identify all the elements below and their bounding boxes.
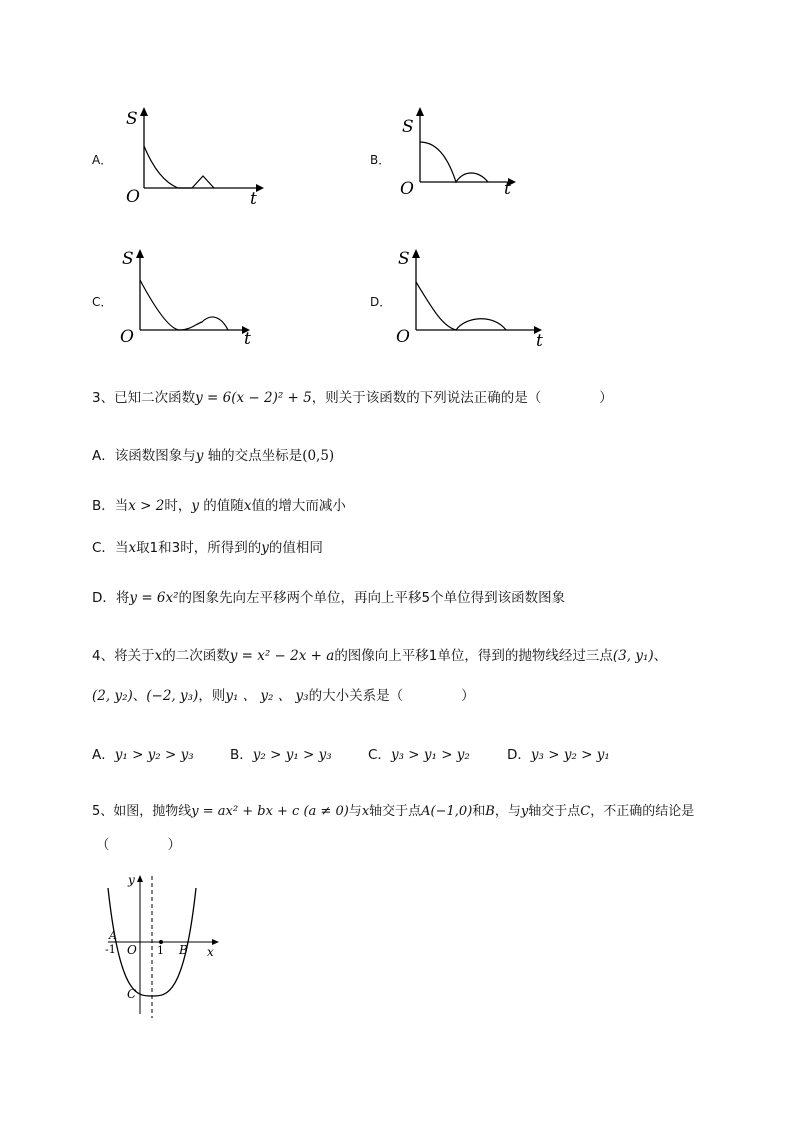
option-math: (0,5)	[302, 448, 335, 464]
question-text: 的二次函数	[162, 648, 230, 664]
graph-option-c	[118, 246, 268, 350]
question-5-point-b: B	[485, 804, 495, 819]
question-3-option-d[interactable]	[92, 589, 565, 607]
option-label: B．	[92, 498, 115, 514]
graph-b-axis-y: S	[402, 117, 414, 137]
option-label: D．	[507, 747, 531, 763]
graph-c-axis-x: t	[244, 329, 251, 349]
figure-point-b-label: B	[179, 943, 188, 957]
option-text: 当	[114, 498, 129, 514]
question-5-point-c: C	[580, 804, 591, 819]
option-math: y₁ > y₂ > y₃	[114, 747, 194, 763]
question-text: 的大小关系是（	[308, 688, 404, 704]
option-label: C．	[368, 747, 391, 763]
question-text: ）	[461, 688, 475, 704]
graph-d-origin: O	[396, 327, 410, 347]
question-5-point-a: A(−1,0)	[421, 804, 473, 819]
question-text: 轴交于点	[528, 804, 581, 819]
option-text: 当	[114, 540, 129, 556]
question-5-answer-paren	[96, 836, 181, 854]
graph-a-axis-y: S	[126, 109, 138, 129]
question-text: 的图像向上平移1单位，得到的抛物线经过三点	[334, 648, 613, 664]
option-text: 的值随	[199, 498, 244, 514]
question-4-line-2	[92, 687, 475, 705]
graph-option-d-label: D．	[370, 295, 392, 309]
option-math: y₃ > y₂ > y₁	[530, 747, 610, 763]
option-var: y	[195, 448, 204, 464]
question-3-option-a[interactable]	[92, 447, 334, 465]
question-text: ，则	[198, 688, 226, 704]
option-label: C．	[92, 540, 115, 556]
option-text: 时，	[164, 498, 192, 514]
graph-option-b	[396, 104, 536, 204]
figure-origin-label: O	[127, 943, 137, 957]
figure-one-label: 1	[157, 944, 164, 957]
question-5-stem	[92, 803, 694, 821]
option-text: 取1和3时，所得到的	[136, 540, 262, 556]
question-text: 与	[348, 804, 362, 819]
question-4-point-2: (2, y₂)	[92, 688, 133, 704]
question-text: 将关于	[114, 648, 155, 664]
graph-option-c-label: C．	[92, 295, 113, 309]
question-4-line-1	[92, 647, 667, 665]
parabola-figure	[100, 868, 228, 1020]
question-4-option-d[interactable]	[507, 746, 610, 764]
question-4-point-1: (3, y₁)	[612, 648, 654, 664]
question-5-formula: y = ax² + bx + c (a ≠ 0)	[191, 804, 349, 819]
option-text: 的图象先向左平移两个单位，再向上平移5个单位得到该函数图象	[178, 590, 566, 606]
question-3-option-c[interactable]	[92, 539, 323, 557]
question-3-formula: y = 6(x − 2)² + 5	[195, 390, 312, 406]
option-text: 该函数图象与	[114, 448, 196, 464]
graph-c-origin: O	[120, 327, 134, 347]
question-3-stem	[92, 389, 613, 407]
question-3-option-b[interactable]	[92, 497, 346, 515]
figure-x-label: x	[207, 945, 214, 959]
question-5-number: 5、	[92, 804, 114, 819]
question-var: y	[520, 804, 529, 819]
question-3-stem-close: ）	[599, 390, 613, 406]
graph-b-axis-x: t	[504, 179, 511, 199]
option-var: x	[128, 540, 137, 556]
question-4-option-a[interactable]	[92, 746, 194, 764]
option-var: y	[261, 540, 269, 556]
question-text: 、	[132, 688, 147, 704]
question-4-point-3: (−2, y₃)	[146, 688, 199, 704]
graph-option-a	[120, 104, 270, 208]
question-4-number: 4、	[92, 648, 115, 664]
option-label: A．	[92, 448, 115, 464]
graph-a-origin: O	[126, 187, 140, 207]
question-4-compare: y₁ 、 y₂ 、 y₃	[225, 688, 309, 704]
question-4-option-b[interactable]	[230, 746, 332, 764]
figure-point-c-label: C	[127, 987, 137, 1001]
option-math: y₂ > y₁ > y₃	[252, 747, 332, 763]
option-math: y₃ > y₁ > y₂	[390, 747, 470, 763]
option-var: y	[191, 498, 200, 514]
graph-option-b-label: B．	[370, 153, 391, 167]
graph-d-axis-x: t	[536, 331, 543, 350]
question-text: 、	[653, 648, 668, 664]
option-math: y = 6x²	[129, 590, 179, 606]
question-var: x	[154, 648, 163, 664]
question-text: （	[96, 837, 110, 853]
graph-option-d	[394, 246, 554, 350]
figure-point-a-label: A	[109, 929, 117, 942]
graph-b-origin: O	[400, 179, 414, 199]
question-text: 如图，抛物线	[113, 804, 192, 819]
option-text: 轴的交点坐标是	[203, 448, 303, 464]
figure-y-label: y	[128, 873, 135, 887]
graph-a-axis-x: t	[250, 189, 257, 208]
option-var: x	[243, 498, 252, 514]
option-text: 值的增大而减小	[251, 498, 346, 514]
figure-neg1-label: -1	[105, 943, 116, 956]
question-var: x	[361, 804, 370, 819]
option-label: B．	[230, 747, 253, 763]
option-text: 将	[115, 590, 130, 606]
option-label: D．	[92, 590, 116, 606]
graph-d-axis-y: S	[398, 249, 410, 269]
question-text: 轴交于点	[369, 804, 422, 819]
question-4-option-c[interactable]	[368, 746, 470, 764]
question-text: 和	[472, 804, 486, 819]
question-text: ，不正确的结论是	[590, 804, 695, 819]
option-math: x > 2	[128, 498, 165, 514]
graph-option-a-label: A．	[92, 153, 113, 167]
question-3-stem-post: ，则关于该函数的下列说法正确的是（	[311, 390, 542, 406]
question-text: ）	[167, 837, 181, 853]
graph-c-axis-y: S	[122, 249, 134, 269]
option-text: 的值相同	[268, 540, 323, 556]
question-3-number: 3、	[92, 390, 115, 406]
question-text: ，与	[494, 804, 521, 819]
option-label: A．	[92, 747, 115, 763]
question-4-formula: y = x² − 2x + a	[229, 648, 335, 664]
question-3-stem-pre: 已知二次函数	[114, 390, 196, 406]
